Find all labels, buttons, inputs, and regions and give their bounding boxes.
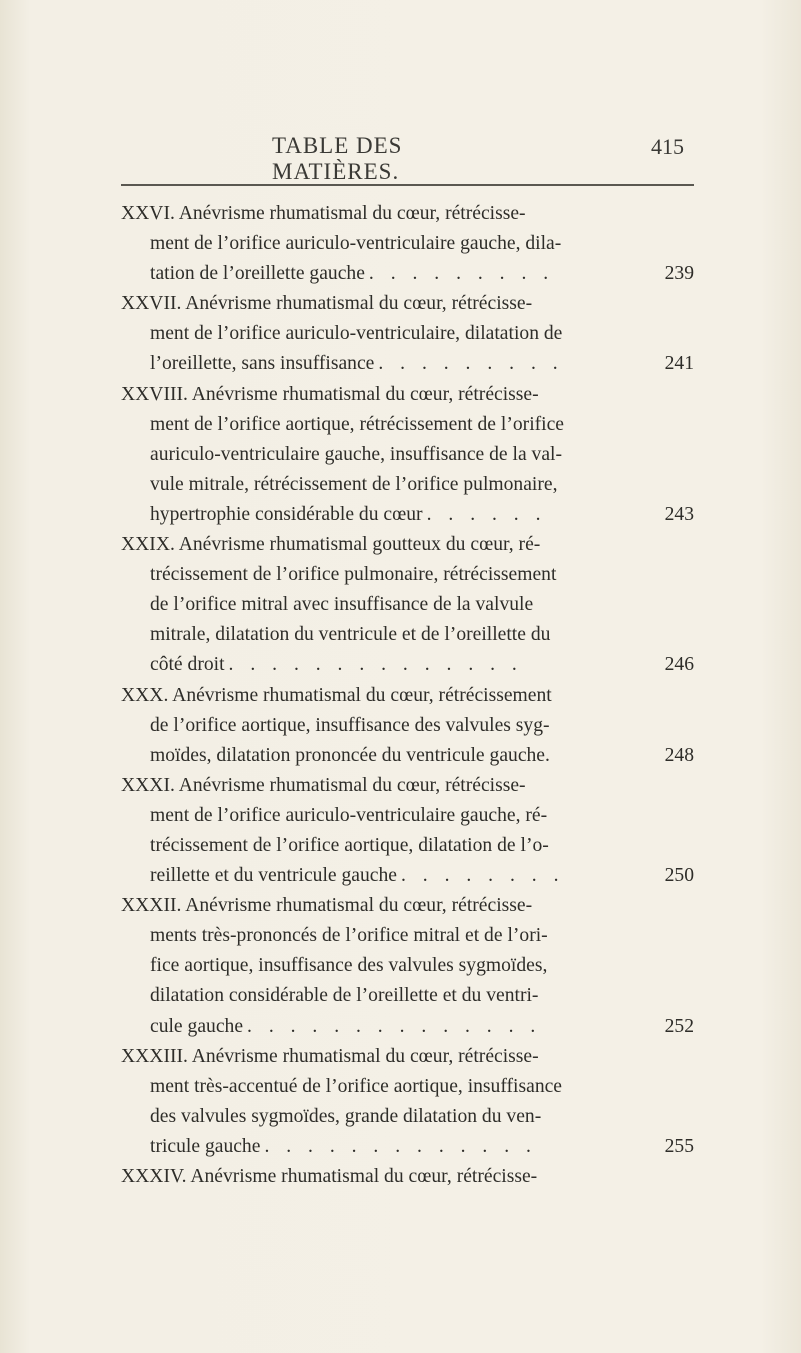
table-of-contents: [121, 199, 694, 1192]
toc-entry: [121, 530, 694, 680]
dot-leader: . . . . . . . . .: [378, 353, 564, 375]
entry-line: dilatation considérable de l’oreillette et du ventri-: [150, 985, 539, 1007]
entry-line: ment de l’orifice auriculo-ventriculaire, dilatation de: [150, 323, 563, 345]
entry-line: trécissement de l’orifice pulmonaire, rétrécissement: [150, 564, 557, 586]
entry-line: XXXIV. Anévrisme rhumatismal du cœur, rétrécisse-: [121, 1166, 538, 1187]
toc-entry: [121, 1162, 694, 1192]
dot-leader: . . . . . . . . . . . . . .: [247, 1015, 542, 1037]
page-number: 415: [651, 134, 684, 159]
entry-line: côté droit: [150, 654, 225, 676]
entry-last-line: [121, 1132, 694, 1162]
entry-line: reillette et du ventricule gauche: [150, 865, 397, 887]
entry-line: vule mitrale, rétrécissement de l’orifice pulmonaire,: [150, 473, 558, 495]
entry-line: cule gauche: [150, 1015, 244, 1037]
entry-line: XXXII. Anévrisme rhumatismal du cœur, rétrécisse-: [121, 895, 533, 917]
entry-line: XXX. Anévrisme rhumatismal du cœur, rétrécissement: [121, 684, 552, 706]
entry-line: des valvules sygmoïdes, grande dilatation du ven-: [150, 1105, 542, 1127]
dot-leader: . . . . . . . . . . . . . .: [228, 654, 523, 676]
entry-line: XXIX. Anévrisme rhumatismal goutteux du cœur, ré-: [121, 534, 541, 556]
toc-entry: [121, 681, 694, 771]
entry-line: fice aortique, insuffisance des valvules sygmoïdes,: [150, 955, 548, 977]
entry-line: moïdes, dilatation prononcée du ventricule gauche.: [150, 744, 550, 766]
entry-line: trécissement de l’orifice aortique, dilatation de l’o-: [150, 834, 549, 856]
entry-line: ment très-accentué de l’orifice aortique, insuffisance: [150, 1075, 563, 1097]
toc-entry: [121, 771, 694, 891]
entry-line: l’oreillette, sans insuffisance: [150, 353, 375, 375]
entry-page-number: 243: [664, 503, 694, 525]
entry-line: tricule gauche: [150, 1135, 261, 1157]
dot-leader: . . . . . . . .: [400, 865, 565, 887]
dot-leader: . . . . . . . . .: [368, 263, 555, 285]
entry-line: de l’orifice aortique, insuffisance des valvules syg-: [150, 714, 550, 736]
entry-line: tation de l’oreillette gauche: [150, 263, 365, 285]
dot-leader: . . . . . . . . . . . . .: [264, 1135, 537, 1157]
entry-last-line: [121, 1012, 694, 1042]
entry-page-number: 252: [664, 1015, 694, 1037]
toc-entry: [121, 891, 694, 1041]
entry-line: XXVII. Anévrisme rhumatismal du cœur, rétrécisse-: [121, 293, 533, 315]
running-head-title: TABLE DES MATIÈRES.: [272, 133, 403, 184]
entry-line: auriculo-ventriculaire gauche, insuffisance de la val-: [150, 443, 563, 465]
entry-last-line: [121, 861, 694, 891]
entry-last-line: [121, 259, 694, 289]
dot-leader: . . . . . .: [426, 503, 547, 525]
entry-page-number: 248: [664, 744, 694, 766]
toc-entry: [121, 199, 694, 289]
entry-line: XXVI. Anévrisme rhumatismal du cœur, rétrécisse-: [121, 203, 526, 224]
entry-last-line: [121, 349, 694, 379]
entry-line: hypertrophie considérable du cœur: [150, 503, 423, 525]
entry-line: ment de l’orifice aortique, rétrécissement de l’orifice: [150, 413, 564, 435]
entry-line: XXXIII. Anévrisme rhumatismal du cœur, rétrécisse-: [121, 1045, 539, 1067]
entry-last-line: [121, 741, 694, 771]
entry-page-number: 241: [664, 353, 694, 375]
toc-entry: [121, 380, 694, 530]
entry-line: de l’orifice mitral avec insuffisance de la valvule: [150, 594, 534, 616]
entry-page-number: 246: [664, 654, 694, 676]
entry-line: ment de l’orifice auriculo-ventriculaire gauche, ré-: [150, 804, 548, 826]
entry-last-line: [121, 650, 694, 680]
entry-line: ment de l’orifice auriculo-ventriculaire gauche, dila-: [150, 233, 562, 255]
entry-page-number: 239: [664, 263, 694, 285]
toc-entry: [121, 1042, 694, 1162]
toc-entry: [121, 289, 694, 379]
entry-page-number: 250: [664, 865, 694, 887]
entry-line: ments très-prononcés de l’orifice mitral et de l’ori-: [150, 925, 548, 947]
header-rule: [121, 184, 694, 186]
entry-line: XXVIII. Anévrisme rhumatismal du cœur, rétrécisse-: [121, 383, 539, 405]
dot-leader: [550, 741, 652, 771]
entry-line: mitrale, dilatation du ventricule et de l’oreillette du: [150, 624, 551, 646]
entry-line: XXXI. Anévrisme rhumatismal du cœur, rétrécisse-: [121, 774, 526, 796]
entry-last-line: [121, 500, 694, 530]
entry-page-number: 255: [664, 1135, 694, 1157]
